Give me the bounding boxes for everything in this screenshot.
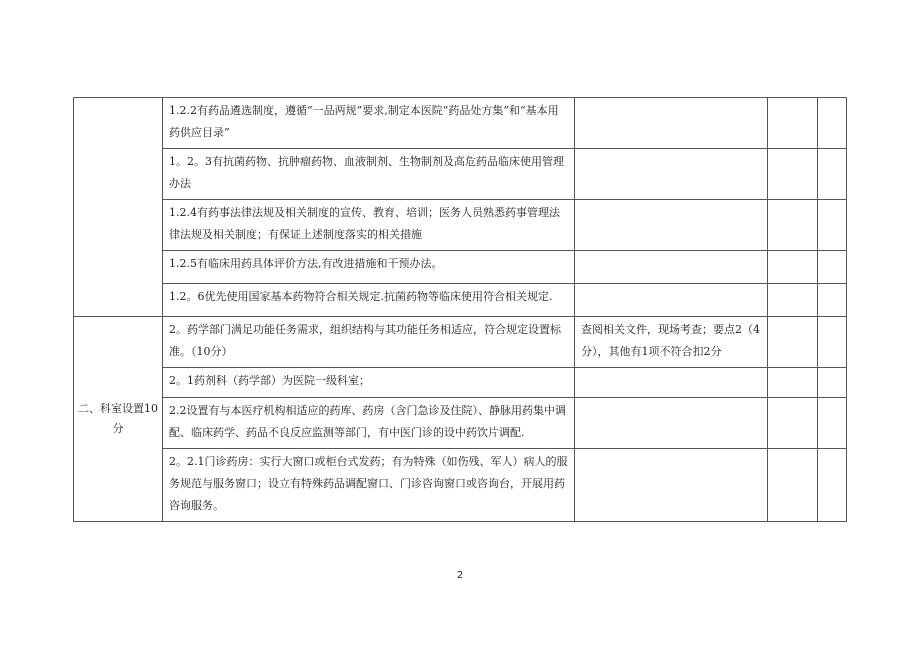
method-cell: 查阅相关文件，现场考查；要点2（4分），其他有1项不符合扣2分 [575, 317, 768, 368]
score-cell [768, 317, 818, 368]
score-cell [818, 251, 847, 284]
table-row [74, 398, 847, 449]
table-row [74, 368, 847, 398]
item-cell: 1.2。6优先使用国家基本药物符合相关规定.抗菌药物等临床使用符合相关规定. [163, 284, 575, 317]
method-cell [575, 449, 768, 522]
table-row [74, 251, 847, 284]
item-cell: 1。2。3有抗菌药物、抗肿瘤药物、血液制剂、生物制剂及高危药品临床使用管理办法 [163, 149, 575, 200]
score-cell [768, 98, 818, 149]
item-cell: 1.2.4有药事法律法规及相关制度的宣传、教育、培训；医务人员熟悉药事管理法律法规及相关制度；有保证上述制度落实的相关措施 [163, 200, 575, 251]
category-cell [74, 98, 163, 317]
table-row [74, 149, 847, 200]
table-row [74, 98, 847, 149]
score-cell [818, 317, 847, 368]
method-cell [575, 398, 768, 449]
score-cell [818, 368, 847, 398]
score-cell [768, 368, 818, 398]
table-row [74, 317, 847, 368]
score-cell [818, 398, 847, 449]
score-cell [768, 398, 818, 449]
method-cell [575, 149, 768, 200]
score-cell [818, 200, 847, 251]
item-cell: 2.2设置有与本医疗机构相适应的药库、药房（含门急诊及住院）、静脉用药集中调配、临床药学、药品不良反应监测等部门，有中医门诊的设中药饮片调配. [163, 398, 575, 449]
score-cell [768, 284, 818, 317]
table-row [74, 284, 847, 317]
item-cell: 2。药学部门满足功能任务需求，组织结构与其功能任务相适应，符合规定设置标准。（10分） [163, 317, 575, 368]
score-cell [768, 251, 818, 284]
score-cell [768, 149, 818, 200]
item-cell: 1.2.2有药品遴选制度，遵循“一品两规”要求,制定本医院“药品处方集”和“基本用药供应目录” [163, 98, 575, 149]
score-cell [768, 200, 818, 251]
score-cell [818, 449, 847, 522]
score-cell [818, 149, 847, 200]
method-cell [575, 284, 768, 317]
category-cell: 二、科室设置10分 [74, 317, 163, 522]
evaluation-table [73, 97, 847, 522]
page-number: 2 [456, 570, 464, 581]
table-row [74, 200, 847, 251]
method-cell [575, 251, 768, 284]
score-cell [768, 449, 818, 522]
score-cell [818, 98, 847, 149]
item-cell: 2。2.1门诊药房：实行大窗口或柜台式发药；有为特殊（如伤残、军人）病人的服务规范与服务窗口；设立有特殊药品调配窗口、门诊咨询窗口或咨询台，开展用药咨询服务。 [163, 449, 575, 522]
item-cell: 1.2.5有临床用药具体评价方法,有改进措施和干预办法。 [163, 251, 575, 284]
method-cell [575, 368, 768, 398]
item-cell: 2。1药剂科（药学部）为医院一级科室； [163, 368, 575, 398]
table-row [74, 449, 847, 522]
method-cell [575, 200, 768, 251]
score-cell [818, 284, 847, 317]
method-cell [575, 98, 768, 149]
